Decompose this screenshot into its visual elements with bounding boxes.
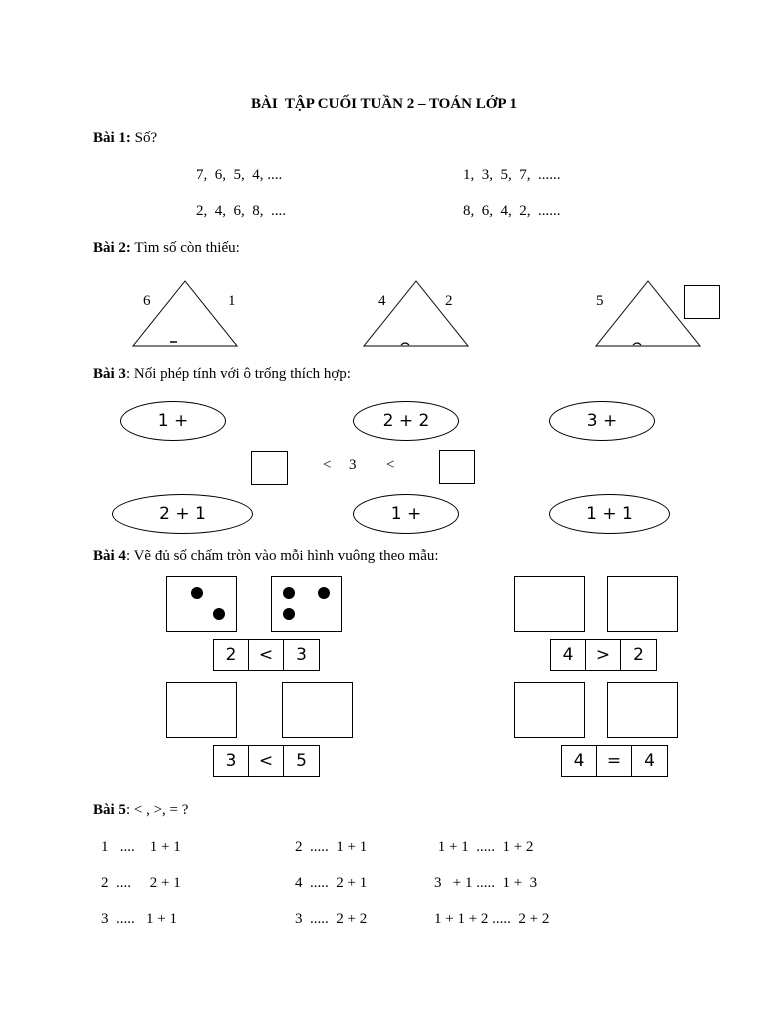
- triangle-1-right-number: 1: [228, 293, 236, 309]
- bai5-heading: [93, 802, 188, 819]
- dot-square-empty[interactable]: [514, 682, 585, 738]
- bai3-heading: [93, 366, 351, 383]
- bai5-item: 4 ..... 2 + 1: [295, 875, 368, 891]
- comparison-right: 2: [633, 645, 644, 665]
- bai5-item: 1 .... 1 + 1: [101, 839, 181, 855]
- triangle-1-left-number: 6: [143, 293, 151, 309]
- comparison-sign: =: [597, 746, 632, 776]
- bai1-label: Bài 1:: [93, 130, 131, 146]
- triangle-3-left-number: 5: [596, 293, 604, 309]
- bai4-label: Bài 4: [93, 548, 126, 564]
- triangle-2: [364, 281, 468, 346]
- triangle-3-blank: [633, 343, 641, 345]
- middle-number: 3: [349, 457, 357, 473]
- bai1-sequence-3: 2, 4, 6, 8, ....: [196, 203, 286, 219]
- bai1-sequence-2: 1, 3, 5, 7, ......: [463, 167, 561, 183]
- dot: [213, 608, 225, 620]
- comparison-box: [213, 639, 320, 671]
- bai3-label: Bài 3: [93, 366, 126, 382]
- dot: [283, 608, 295, 620]
- triangle-1: [133, 281, 237, 346]
- dot-square-example-2: [271, 576, 342, 632]
- bai5-prompt: : < , >, = ?: [125, 802, 189, 818]
- worksheet-title: BÀI TẬP CUỐI TUẦN 2 – TOÁN LỚP 1: [250, 96, 518, 112]
- oval-expression[interactable]: 1 + 1: [549, 494, 670, 534]
- comparison-left: 2: [214, 640, 249, 670]
- triangle-2-left-number: 4: [378, 293, 386, 309]
- bai4-heading: [93, 548, 439, 565]
- dot-square-empty[interactable]: [607, 682, 678, 738]
- comparison-sign: <: [249, 640, 284, 670]
- bai3-prompt: : Nối phép tính với ô trống thích hợp:: [125, 366, 351, 382]
- dot: [318, 587, 330, 599]
- dot-square-empty[interactable]: [166, 682, 237, 738]
- dot-square-empty[interactable]: [514, 576, 585, 632]
- bai5-item: 2 ..... 1 + 1: [295, 839, 368, 855]
- triangle-2-blank: [401, 343, 409, 345]
- answer-box-left[interactable]: [251, 451, 288, 485]
- bai5-item: 3 + 1 ..... 1 + 3: [434, 875, 538, 891]
- bai2-label: Bài 2:: [93, 240, 131, 256]
- bai5-item: 3 ..... 2 + 2: [295, 911, 368, 927]
- oval-expression[interactable]: 2 + 2: [353, 401, 459, 441]
- bai5-item: 3 ..... 1 + 1: [101, 911, 177, 927]
- oval-expression[interactable]: 2 + 1: [112, 494, 253, 534]
- bai5-item: 1 + 1 ..... 1 + 2: [434, 839, 534, 855]
- oval-expression[interactable]: 1 +: [353, 494, 459, 534]
- triangle-2-right-number: 2: [445, 293, 453, 309]
- bai5-label: Bài 5: [93, 802, 126, 818]
- comparison-box: [550, 639, 657, 671]
- comparison-left: 4: [551, 640, 586, 670]
- oval-expression[interactable]: 3 +: [549, 401, 655, 441]
- oval-expression[interactable]: 1 +: [120, 401, 226, 441]
- bai4-prompt: : Vẽ đủ số chấm tròn vào mỗi hình vuông theo mẫu:: [125, 548, 439, 564]
- comparison-sign: >: [586, 640, 621, 670]
- comparison-left: 4: [562, 746, 597, 776]
- comparison-left: 3: [214, 746, 249, 776]
- dot-square-empty[interactable]: [282, 682, 353, 738]
- bai1-prompt: Số?: [130, 130, 158, 146]
- comparison-right: 4: [644, 751, 655, 771]
- comparison-box: [213, 745, 320, 777]
- comparison-sign: <: [249, 746, 284, 776]
- comparison-right: 5: [296, 751, 307, 771]
- dot: [191, 587, 203, 599]
- dot: [283, 587, 295, 599]
- bai5-item: 2 .... 2 + 1: [101, 875, 181, 891]
- dot-square-example-1: [166, 576, 237, 632]
- comparison-box: [561, 745, 668, 777]
- answer-box-right[interactable]: [439, 450, 475, 484]
- bai1-sequence-1: 7, 6, 5, 4, ....: [196, 167, 283, 183]
- dot-square-empty[interactable]: [607, 576, 678, 632]
- comparison-right: 3: [296, 645, 307, 665]
- bai1-sequence-4: 8, 6, 4, 2, ......: [463, 203, 561, 219]
- bai2-prompt: Tìm số còn thiếu:: [130, 240, 240, 256]
- less-than-sign-2: <: [386, 457, 395, 473]
- bai5-item: 1 + 1 + 2 ..... 2 + 2: [434, 911, 550, 927]
- triangle-3-answer-box[interactable]: [684, 285, 720, 319]
- less-than-sign-1: <: [323, 457, 332, 473]
